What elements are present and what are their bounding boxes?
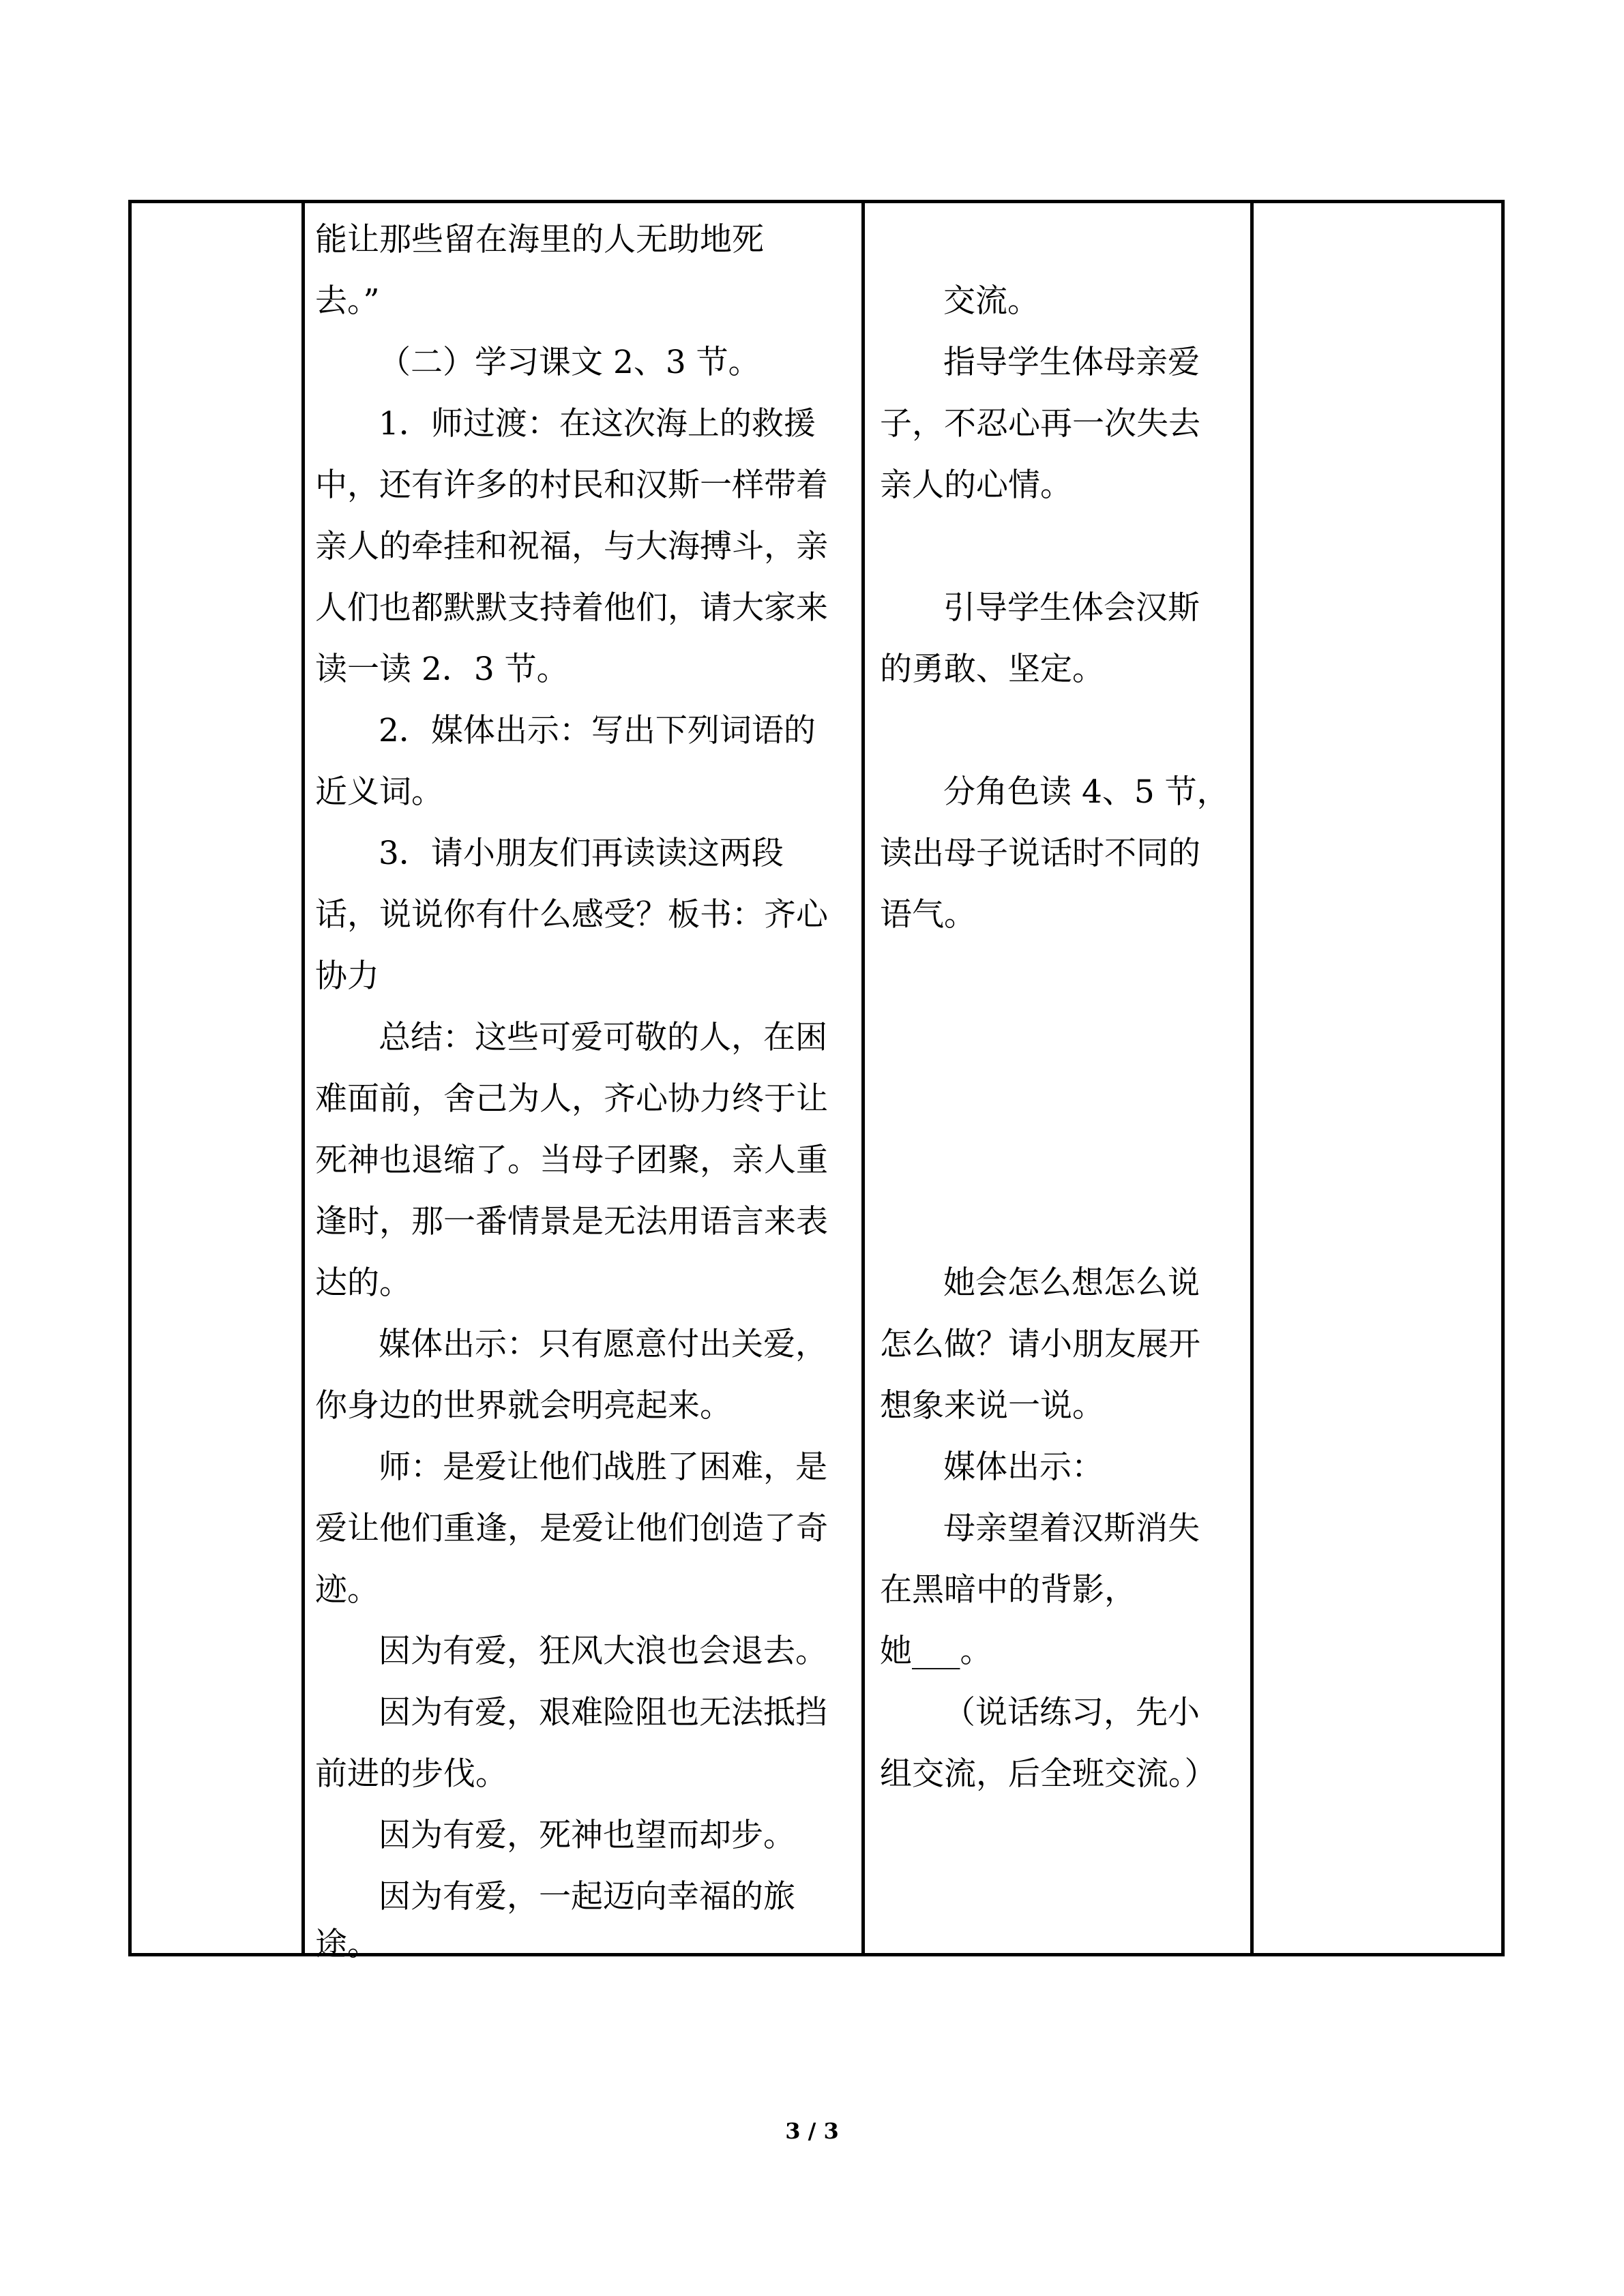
process-line: 途。 xyxy=(315,1926,379,1963)
process-line: 因为有爱，一起迈向幸福的旅 xyxy=(379,1878,795,1915)
note-line: 交流。 xyxy=(943,282,1039,320)
process-line: 近义词。 xyxy=(315,773,443,811)
process-line: 难面前，舍己为人，齐心协力终于让 xyxy=(315,1080,828,1118)
note-line: 怎么做？请小朋友展开 xyxy=(880,1326,1200,1363)
note-line: 引导学生体会汉斯 xyxy=(943,589,1200,627)
process-line: 人们也都默默支持着他们，请大家来 xyxy=(315,589,828,627)
process-line: 因为有爱，狂风大浪也会退去。 xyxy=(379,1632,827,1670)
note-line: 读出母子说话时不同的 xyxy=(880,835,1200,872)
note-line: 母亲望着汉斯消失 xyxy=(943,1510,1200,1547)
process-line: 师：是爱让他们战胜了困难，是 xyxy=(379,1448,827,1486)
note-line: 在黑暗中的背影， xyxy=(880,1571,1136,1609)
process-line: 协力 xyxy=(315,957,379,995)
note-line: （说话练习，先小 xyxy=(943,1694,1200,1731)
note-line: 子，不忍心再一次失去 xyxy=(880,405,1200,443)
process-line: 迹。 xyxy=(315,1571,379,1609)
process-line: 达的。 xyxy=(315,1264,411,1302)
process-line: 你身边的世界就会明亮起来。 xyxy=(315,1387,732,1425)
process-line: 能让那些留在海里的人无助地死 xyxy=(315,221,764,258)
note-line: 她会怎么想怎么说 xyxy=(943,1264,1200,1302)
note-line: 亲人的心情。 xyxy=(880,466,1072,504)
column-divider-3 xyxy=(1250,200,1254,1956)
table-left-border xyxy=(128,200,132,1956)
page-number: 3 / 3 xyxy=(785,2118,839,2144)
process-line: 因为有爱，艰难险阻也无法抵挡 xyxy=(379,1694,827,1731)
note-line: 指导学生体母亲爱 xyxy=(943,344,1200,381)
note-line: 想象来说一说。 xyxy=(880,1387,1104,1425)
process-line: 亲人的牵挂和祝福，与大海搏斗，亲 xyxy=(315,528,828,565)
note-line: 的勇敢、坚定。 xyxy=(880,651,1104,688)
process-line: 死神也退缩了。当母子团聚，亲人重 xyxy=(315,1142,828,1179)
table-right-border xyxy=(1501,200,1505,1956)
process-line: 因为有爱，死神也望而却步。 xyxy=(379,1817,795,1854)
column-divider-1 xyxy=(301,200,305,1956)
note-line: 分角色读 4、5 节， xyxy=(943,773,1229,811)
table-top-border xyxy=(128,200,1505,203)
note-line: 组交流，后全班交流。） xyxy=(880,1755,1217,1793)
process-line: 总结：这些可爱可敬的人，在困 xyxy=(379,1019,827,1056)
note-line: 语气。 xyxy=(880,896,976,934)
note-line: 媒体出示： xyxy=(943,1448,1104,1486)
note-line: 她___。 xyxy=(880,1632,992,1670)
process-line: 中，还有许多的村民和汉斯一样带着 xyxy=(315,466,828,504)
process-line: 读一读 2．3 节。 xyxy=(315,651,569,688)
process-line: 前进的步伐。 xyxy=(315,1755,507,1793)
process-line: 去。” xyxy=(315,282,380,320)
process-line: （二）学习课文 2、3 节。 xyxy=(379,344,761,381)
column-divider-2 xyxy=(861,200,865,1956)
process-line: 2．媒体出示：写出下列词语的 xyxy=(379,712,816,749)
process-line: 1．师过渡：在这次海上的救援 xyxy=(379,405,816,443)
process-line: 3．请小朋友们再读读这两段 xyxy=(379,835,784,872)
process-line: 逢时，那一番情景是无法用语言来表 xyxy=(315,1203,828,1240)
process-line: 媒体出示：只有愿意付出关爱， xyxy=(379,1326,827,1363)
process-line: 话，说说你有什么感受？板书：齐心 xyxy=(315,896,828,934)
process-line: 爱让他们重逢，是爱让他们创造了奇 xyxy=(315,1510,828,1547)
